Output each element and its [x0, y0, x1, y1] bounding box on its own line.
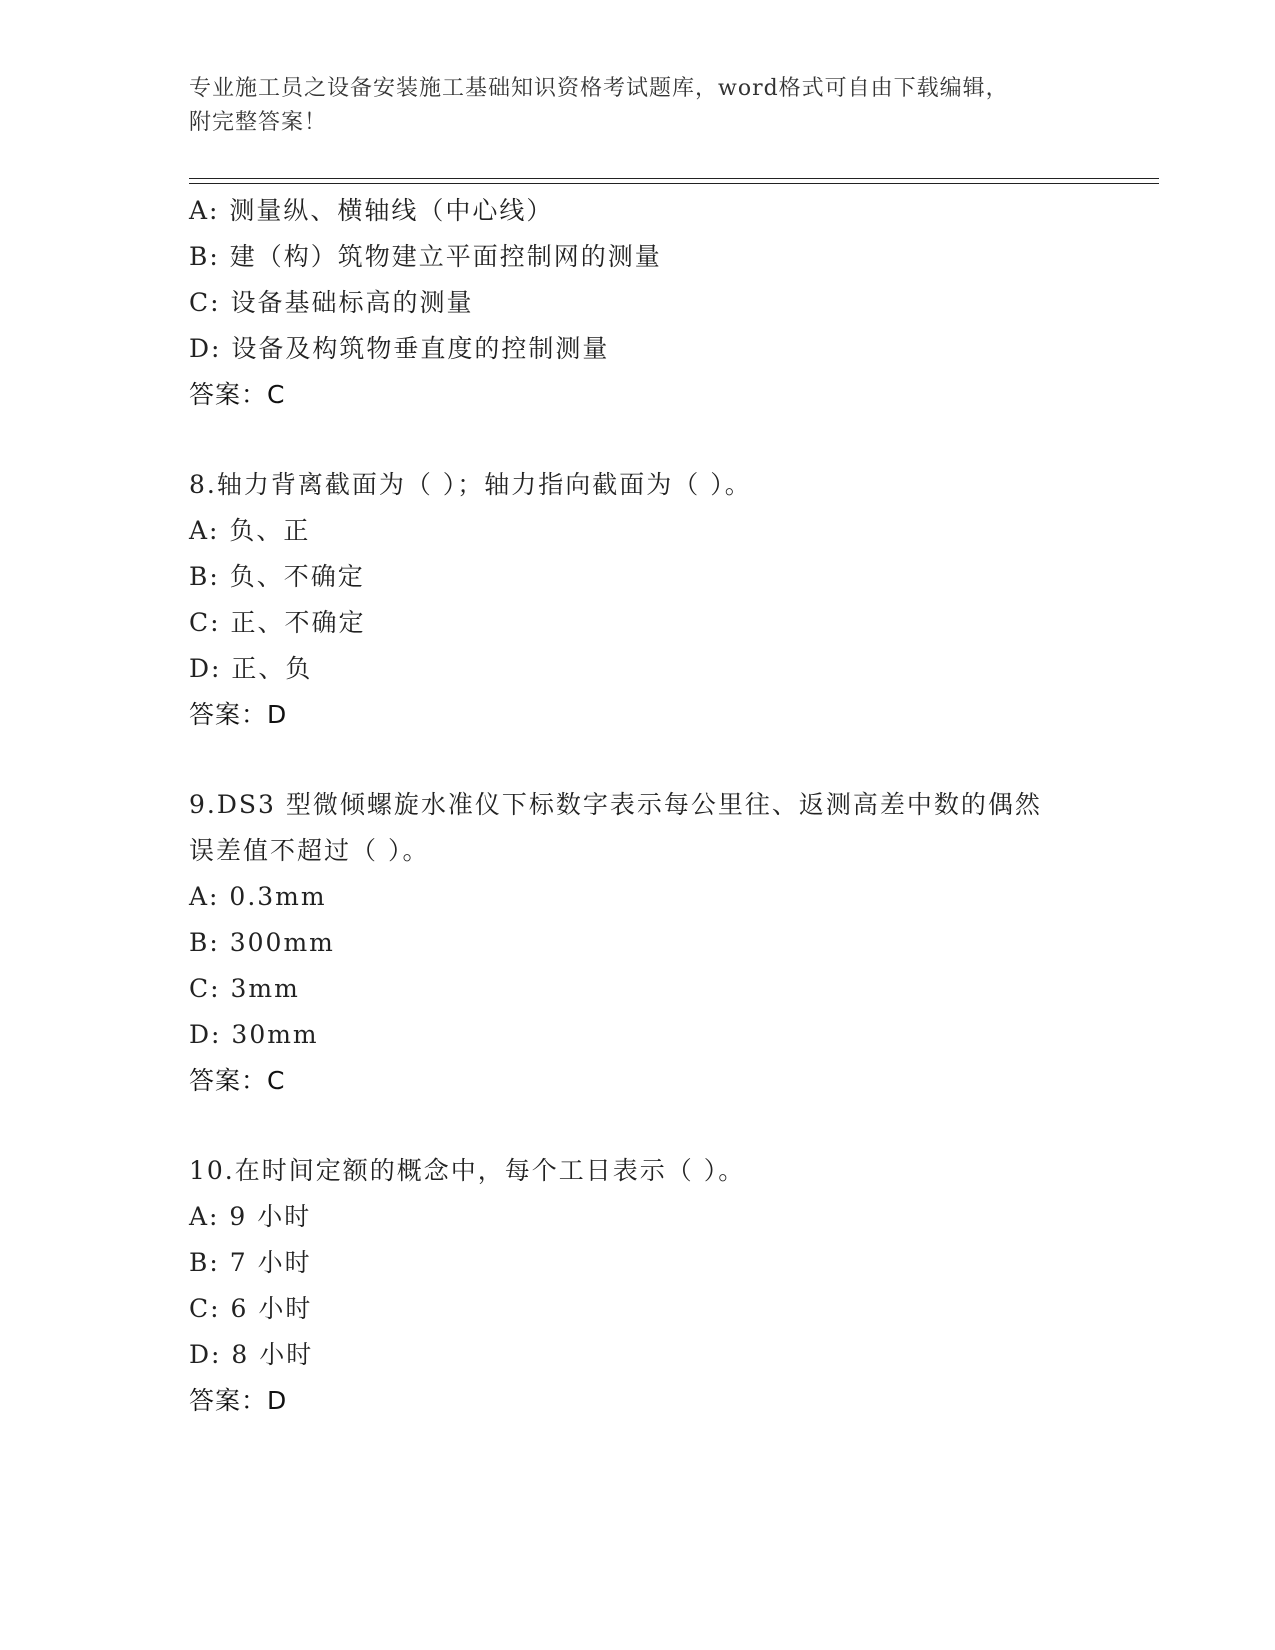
question-block-9	[189, 782, 1089, 1104]
question-title	[189, 782, 1089, 874]
question-block-8	[189, 462, 1089, 738]
option-a: A: 0.3mm	[189, 882, 327, 911]
option-b: B: 300mm	[189, 928, 335, 957]
option-c: C: 6 小时	[189, 1294, 313, 1323]
spacer	[189, 738, 1089, 782]
question-title	[189, 462, 1089, 508]
question-title-line: 误差值不超过（ ）。	[189, 836, 430, 865]
option-c: C: 正、不确定	[189, 608, 366, 637]
header-divider-bottom	[189, 183, 1159, 184]
header-divider-top	[189, 178, 1159, 179]
question-title-line: 8.轴力背离截面为（ ）；轴力指向截面为（ ）。	[189, 470, 752, 499]
question-block-7	[189, 188, 1089, 418]
option-c: C: 设备基础标高的测量	[189, 288, 474, 317]
answer-text: 答案：C	[189, 1066, 286, 1095]
question-content	[189, 188, 1089, 1424]
document-header	[189, 72, 1089, 140]
header-line-1: 专业施工员之设备安装施工基础知识资格考试题库，word格式可自由下载编辑，	[189, 76, 1009, 101]
header-line-2: 附完整答案！	[189, 110, 328, 135]
spacer	[189, 1104, 1089, 1148]
option-d: D: 设备及构筑物垂直度的控制测量	[189, 334, 610, 363]
option-a: A: 负、正	[189, 516, 311, 545]
answer-text: 答案：C	[189, 380, 286, 409]
answer-text: 答案：D	[189, 700, 288, 729]
option-d: D: 30mm	[189, 1020, 319, 1049]
spacer	[189, 418, 1089, 462]
question-title-line: 10.在时间定额的概念中，每个工日表示（ ）。	[189, 1156, 746, 1185]
option-a: A: 测量纵、横轴线（中心线）	[189, 196, 554, 225]
question-block-10	[189, 1148, 1089, 1424]
question-title	[189, 1148, 1089, 1194]
option-d: D: 8 小时	[189, 1340, 314, 1369]
answer-text: 答案：D	[189, 1386, 288, 1415]
option-d: D: 正、负	[189, 654, 313, 683]
option-b: B: 负、不确定	[189, 562, 365, 591]
option-b: B: 7 小时	[189, 1248, 312, 1277]
option-a: A: 9 小时	[189, 1202, 312, 1231]
question-title-line: 9.DS3 型微倾螺旋水准仪下标数字表示每公里往、返测高差中数的偶然	[189, 790, 1042, 819]
option-b: B: 建（构）筑物建立平面控制网的测量	[189, 242, 662, 271]
option-c: C: 3mm	[189, 974, 300, 1003]
